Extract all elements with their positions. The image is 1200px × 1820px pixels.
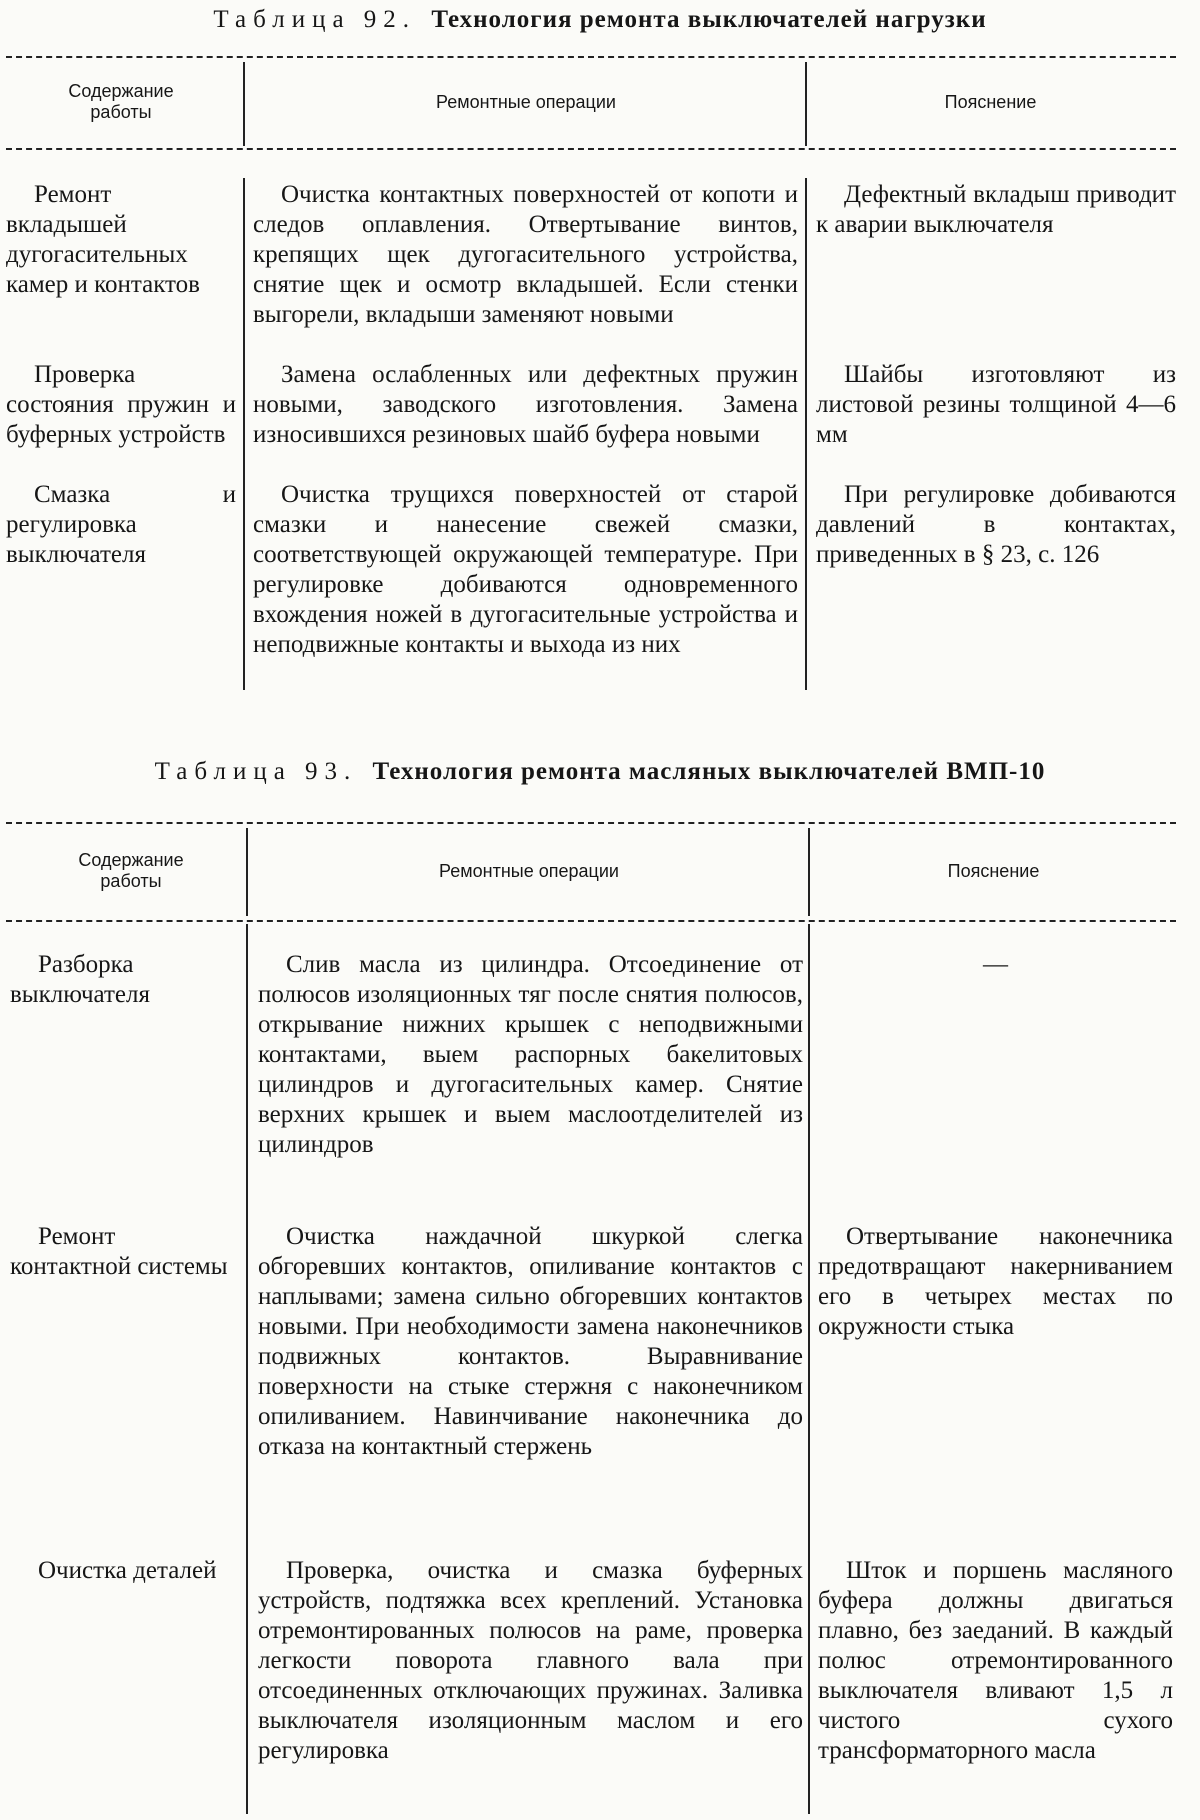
table-92-row-1-note: Дефектный вкладыш приводит к аварии выключателя bbox=[816, 181, 1176, 238]
table-93-row-3-operations: Проверка, очистка и смазка буферных устройств, подтяжка всех креплений. Установка отремонтированных полюсов на раме, проверка легкости поворота главного вала при отсоединенных отключающих пружинах. Заливка выключателя изоляционным маслом и его регулировка bbox=[258, 1557, 803, 1764]
table-93-header-note: Пояснение bbox=[947, 860, 1040, 881]
table-93-row-1-work: Разборка выключателя bbox=[10, 951, 150, 1008]
table-93-row-1-operations: Слив масла из цилиндра. Отсоединение от полюсов изоляционных тяг после снятия полюсов, открывание нижних крышек с неподвижными контактами, выем распорных бакелитовых цилиндров и дугогасительных камер. Снятие верхних крышек и выем маслоотделителей из цилиндров bbox=[258, 951, 803, 1158]
table-93-label: Таблица 93. bbox=[154, 758, 358, 785]
table-93-header-rule bbox=[6, 920, 1176, 922]
table-92-row-1-operations: Очистка контактных поверхностей от копоти и следов оплавления. Отвертывание винтов, крепящих щек дугогасительного устройства, снятие щек и осмотр вкладышей. Если стенки выгорели, вкладыши заменяют новыми bbox=[253, 181, 798, 328]
table-93-row-3-note: Шток и поршень масляного буфера должны двигаться плавно, без заеданий. В каждый полюс отремонтированного выключателя вливают 1,5 л чистого сухого трансформаторного масла bbox=[818, 1557, 1173, 1764]
table-93 bbox=[6, 0, 1176, 1820]
table-92-row-2-work: Проверка состояния пружин и буферных устройств bbox=[6, 361, 236, 448]
table-92-row-2-note: Шайбы изготовляют из листовой резины толщиной 4—6 мм bbox=[816, 361, 1176, 448]
table-93-header-operations: Ремонтные операции bbox=[439, 860, 619, 881]
table-93-row-2-work: Ремонт контактной системы bbox=[10, 1223, 228, 1280]
table-93-row-2-note: Отвертывание наконечника предотвращают накерниванием его в четырех местах по окружности стыка bbox=[818, 1223, 1173, 1340]
table-93-divider-1 bbox=[246, 828, 248, 916]
table-93-row-3-work: Очистка деталей bbox=[38, 1557, 217, 1584]
table-92-header-operations: Ремонтные операции bbox=[436, 91, 616, 112]
table-93-row-2-operations: Очистка наждачной шкуркой слегка обгоревших контактов, опиливание контактов с наплывами; замена сильно обгоревших контактов новыми. При необходимости замена наконечников подвижных контактов. Выравнивание поверхности на стыке стержня с наконечником опиливанием. Навинчивание наконечника до отказа на контактный стержень bbox=[258, 1223, 803, 1460]
table-93-top-rule bbox=[6, 822, 1176, 824]
table-92-row-3-work: Смазка и регулировка выключателя bbox=[6, 481, 236, 568]
table-92-row-2-operations: Замена ослабленных или дефектных пружин новыми, заводского изготовления. Замена износившихся резиновых шайб буфера новыми bbox=[253, 361, 798, 448]
table-92-title: Технология ремонта выключателей нагрузки bbox=[431, 6, 987, 33]
table-92-row-3-operations: Очистка трущихся поверхностей от старой смазки и нанесение свежей смазки, соответствующей окружающей температуре. При регулировке добиваются одновременного вхождения ножей в дугогасительные устройства и неподвижные контакты и выхода из них bbox=[253, 481, 798, 658]
table-93-body-divider-1 bbox=[246, 924, 248, 1814]
table-93-title: Технология ремонта масляных выключателей ВМП-10 bbox=[372, 758, 1046, 785]
table-92-row-3-note: При регулировке добиваются давлений в контактах, приведенных в § 23, с. 126 bbox=[816, 481, 1176, 568]
table-92-row-1-work: Ремонт вкладышей дугогасительных камер и контактов bbox=[6, 181, 200, 298]
table-93-body-divider-2 bbox=[808, 924, 810, 1814]
table-92-label: Таблица 92. bbox=[213, 6, 417, 33]
table-93-divider-2 bbox=[808, 828, 810, 916]
table-93-row-1-note: — bbox=[983, 951, 1008, 978]
table-92-header-note: Пояснение bbox=[944, 91, 1037, 112]
table-93-header-work: Содержание работы bbox=[78, 850, 184, 891]
table-92-header-work: Содержание работы bbox=[68, 81, 174, 122]
